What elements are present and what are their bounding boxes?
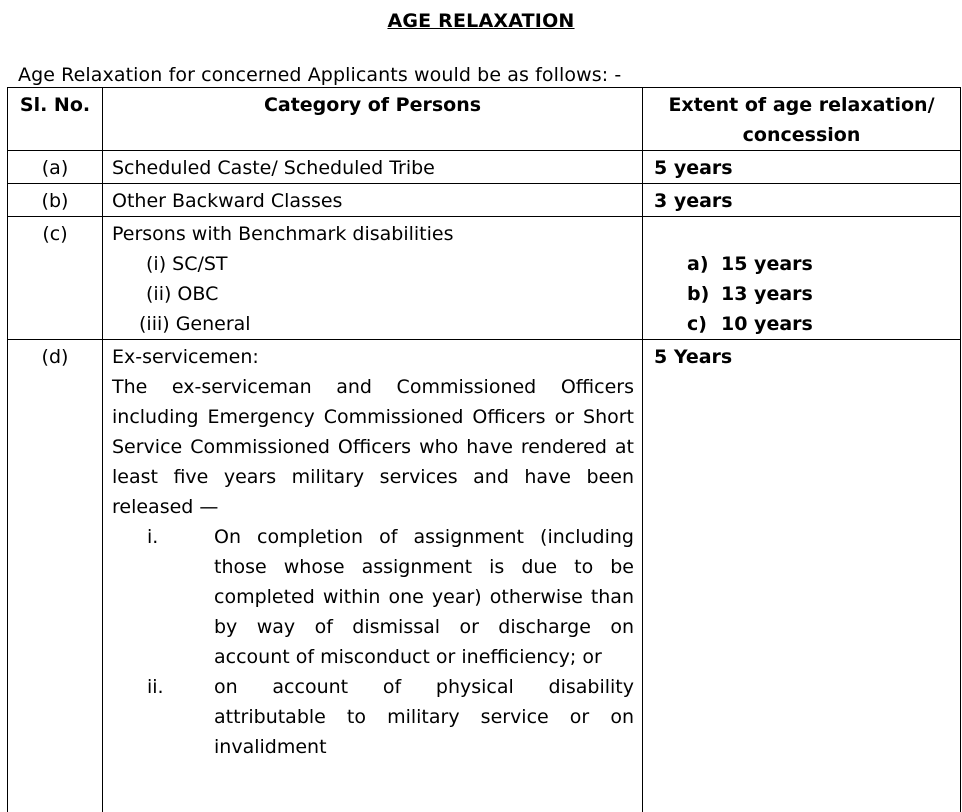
subitem-label: (ii) OBC	[112, 279, 634, 309]
list-item	[112, 522, 634, 672]
subitem-label: (iii) General	[112, 309, 634, 339]
extent-subitem: a) 15 years	[654, 249, 960, 279]
ex-servicemen-description: The ex-serviceman and Commissioned Officers including Emergency Commissioned Officers or Short Service Commissioned Officers who have rendered at least five years military services and have been released —	[112, 372, 634, 522]
row-category	[103, 217, 643, 340]
intro-text: Age Relaxation for concerned Applicants would be as follows: -	[18, 64, 621, 86]
list-item	[112, 672, 634, 762]
row-extent: 5 years	[643, 151, 961, 184]
table-header-row	[8, 88, 961, 151]
list-item-number: i.	[112, 522, 214, 672]
list-item-number: ii.	[112, 672, 214, 762]
category-heading: Persons with Benchmark disabilities	[112, 219, 634, 249]
row-category	[103, 340, 643, 812]
list-item-text: on account of physical disability attributable to military service or on invalidment	[214, 672, 634, 762]
header-sl-no: Sl. No.	[8, 88, 103, 151]
extent-spacer	[654, 219, 960, 249]
table-row	[8, 184, 961, 217]
row-extent: 3 years	[643, 184, 961, 217]
extent-subitem: b) 13 years	[654, 279, 960, 309]
age-relaxation-table	[7, 87, 961, 812]
category-heading: Ex-servicemen:	[112, 342, 634, 372]
row-sl: (b)	[8, 184, 103, 217]
extent-subitem: c) 10 years	[654, 309, 960, 339]
header-extent: Extent of age relaxation/ concession	[643, 88, 961, 151]
list-item-text: On completion of assignment (including those whose assignment is due to be completed within one year) otherwise than by way of dismissal or discharge on account of misconduct or inefficiency; or	[214, 522, 634, 672]
row-category: Scheduled Caste/ Scheduled Tribe	[103, 151, 643, 184]
row-category: Other Backward Classes	[103, 184, 643, 217]
row-extent: 5 Years	[643, 340, 961, 812]
row-sl: (c)	[8, 217, 103, 340]
subitem-label: (i) SC/ST	[112, 249, 634, 279]
row-extent	[643, 217, 961, 340]
header-category: Category of Persons	[103, 88, 643, 151]
page-title: AGE RELAXATION	[0, 10, 962, 32]
table-row	[8, 151, 961, 184]
table-row	[8, 340, 961, 812]
table-row	[8, 217, 961, 340]
row-sl: (d)	[8, 340, 103, 812]
row-sl: (a)	[8, 151, 103, 184]
